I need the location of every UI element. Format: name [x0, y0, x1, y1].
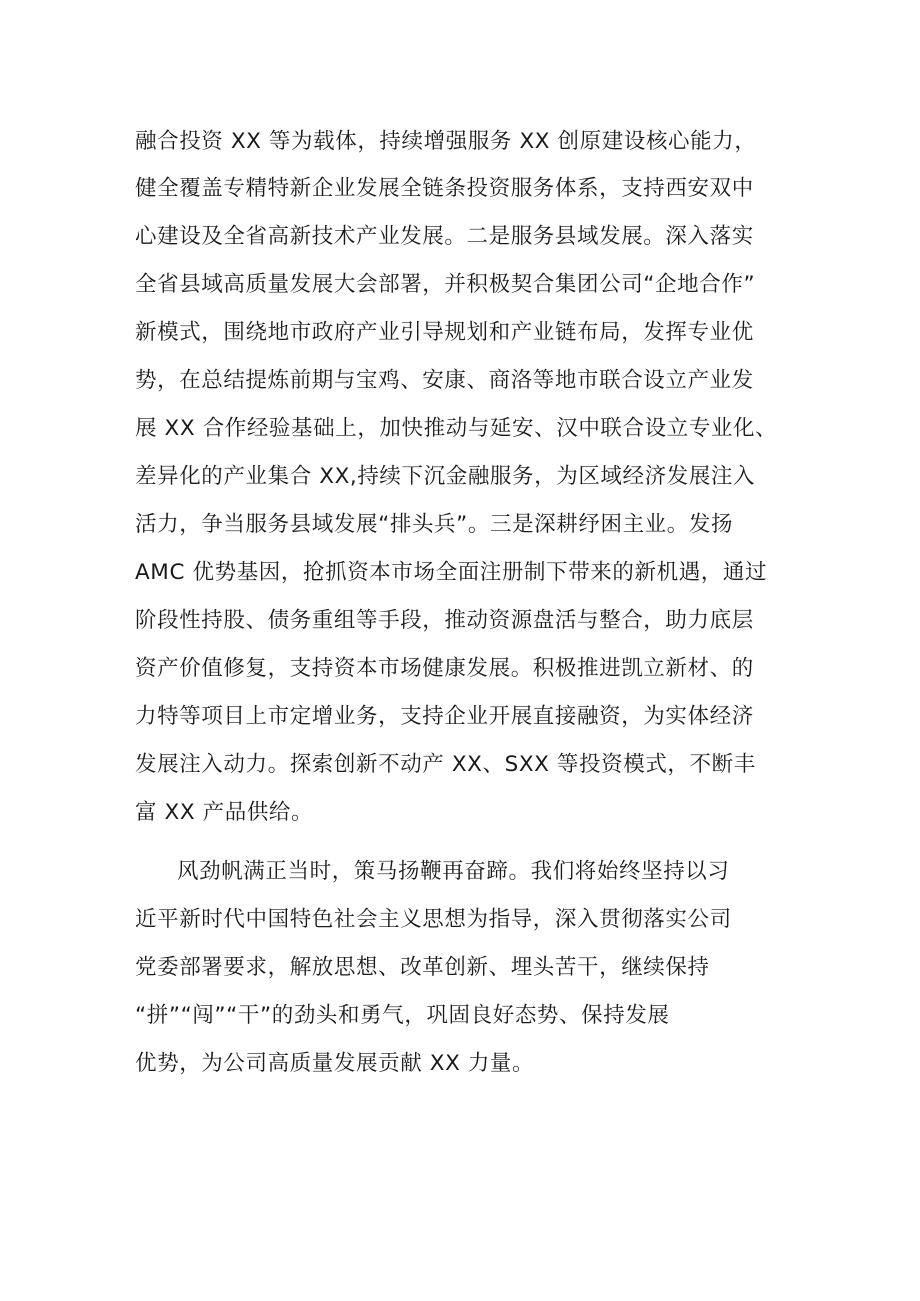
text-line: 富 XX 产品供给。: [135, 800, 314, 825]
text-line: 力特等项目上市定增业务，支持企业开展直接融资，为实体经济: [135, 704, 754, 729]
text-line: 风劲帆满正当时，策马扬鞭再奋蹄。我们将始终坚持以习: [177, 859, 730, 884]
text-line: “拼”“闯”“干”的劲头和勇气，巩固良好态势、保持发展: [135, 1003, 670, 1028]
text-line: 活力，争当服务县域发展“排头兵”。三是深耕纾困主业。发扬: [135, 512, 734, 537]
text-line: 阶段性持股、债务重组等手段，推动资源盘活与整合，助力底层: [135, 608, 754, 633]
text-line: 新模式，围绕地市政府产业引导规划和产业链布局，发挥专业优: [135, 320, 754, 345]
text-line: 展 XX 合作经验基础上，加快推动与延安、汉中联合设立专业化、: [135, 416, 778, 441]
text-line: 融合投资 XX 等为载体，持续增强服务 XX 创原建设核心能力，: [135, 129, 757, 154]
text-line: 党委部署要求，解放思想、改革创新、埋头苦干，继续保持: [135, 955, 710, 980]
text-line: 差异化的产业集合 XX,持续下沉金融服务，为区域经济发展注入: [135, 464, 756, 489]
text-line: 近平新时代中国特色社会主义思想为指导，深入贯彻落实公司: [135, 907, 732, 932]
text-line: AMC 优势基因，抢抓资本市场全面注册制下带来的新机遇，通过: [135, 560, 768, 585]
text-line: 发展注入动力。探索创新不动产 XX、SXX 等投资模式，不断丰: [135, 752, 756, 777]
text-line: 健全覆盖专精特新企业发展全链条投资服务体系，支持西安双中: [135, 176, 754, 201]
text-line: 全省县域高质量发展大会部署，并积极契合集团公司“企地合作”: [135, 272, 756, 297]
text-line: 势，在总结提炼前期与宝鸡、安康、商洛等地市联合设立产业发: [135, 368, 754, 393]
text-line: 优势，为公司高质量发展贡献 XX 力量。: [135, 1051, 535, 1076]
text-line: 心建设及全省高新技术产业发展。二是服务县域发展。深入落实: [135, 224, 754, 249]
text-line: 资产价值修复，支持资本市场健康发展。积极推进凯立新材、的: [135, 656, 754, 681]
